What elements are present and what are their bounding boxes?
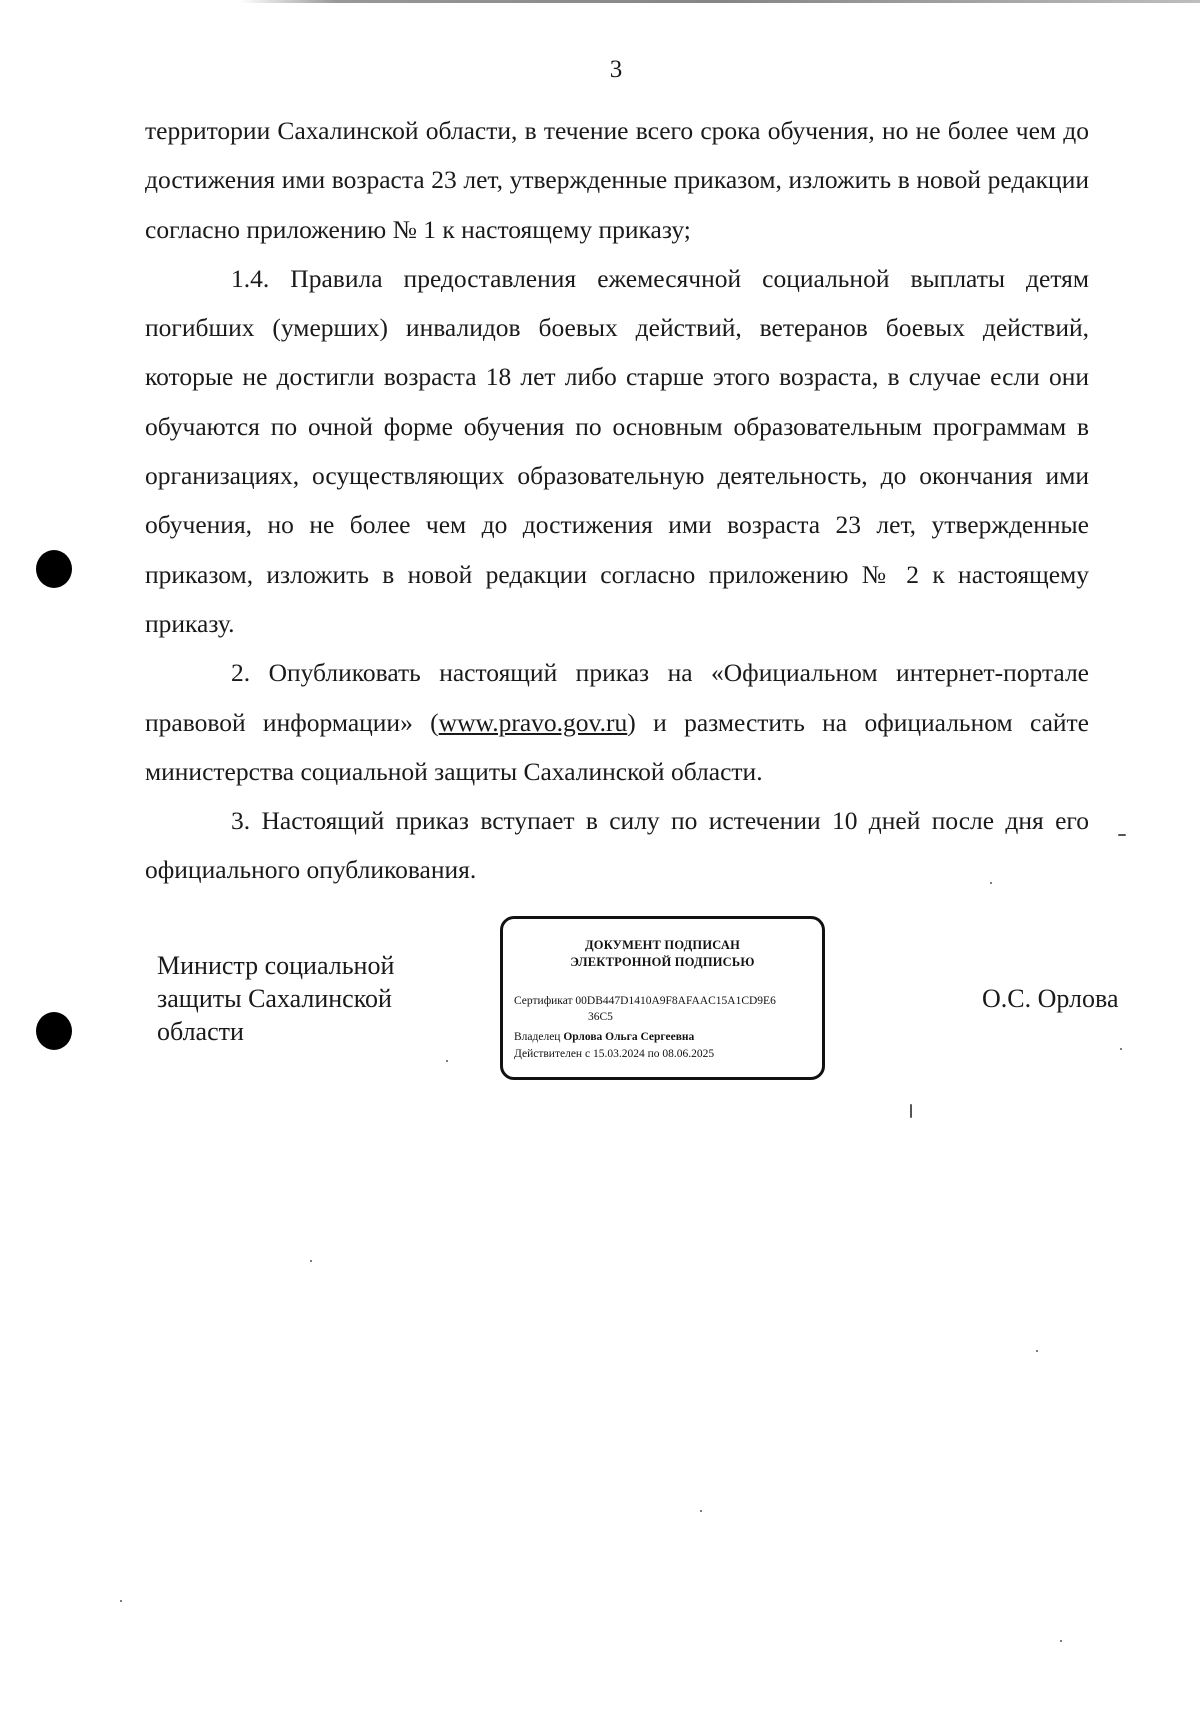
stamp-owner: [514, 1030, 694, 1045]
pravo-link[interactable]: www.pravo.gov.ru: [438, 707, 628, 737]
scan-speck: [1120, 1048, 1122, 1050]
stamp-certificate-label: Сертификат: [514, 995, 573, 1007]
scan-speck: [1060, 1640, 1062, 1642]
paragraph-item-1-4: 1.4. Правила предоставления ежемесячной социальной выплаты детям погибших (умерших) инвалидов боевых действий, ветеранов боевых действий, которые не достигли возраста 18 лет либо старше этого возраста, в случае если они обучаются по очной форме обучения по основным образовательным программам в организациях, осуществляющих образовательную деятельность, до окончания ими обучения, но не более чем до достижения ими возраста 23 лет, утвержденные приказом, изложить в новой редакции согласно приложению № 2 к настоящему приказу.: [145, 263, 1089, 638]
signer-position-line: защиты Сахалинской: [157, 984, 392, 1013]
scan-speck: [990, 882, 992, 884]
stamp-owner-value: Орлова Ольга Сергеевна: [563, 1031, 695, 1043]
top-scan-edge: [0, 0, 1200, 3]
stamp-owner-label: Владелец: [514, 1031, 561, 1043]
stamp-validity: Действителен с 15.03.2024 по 08.06.2025: [514, 1048, 715, 1060]
paragraph-item-2-text-end: ) и разместить на официальном сайте министерства социальной защиты Сахалинской области.: [145, 707, 1089, 786]
electronic-signature-stamp: [500, 916, 825, 1080]
paragraph-item-3: 3. Настоящий приказ вступает в силу по истечении 10 дней после дня его официального опубликования.: [145, 806, 1089, 885]
stamp-certificate-value: 00DB447D1410A9F8AFAAC15A1CD9E6: [575, 995, 776, 1007]
signer-position-line: Министр социальной: [157, 951, 395, 980]
scan-speck: [120, 1600, 122, 1602]
signer-name: О.С. Орлова: [982, 984, 1119, 1013]
scan-speck: [1036, 1350, 1038, 1352]
scan-speck: [910, 1104, 912, 1118]
paragraph-continuation: территории Сахалинской области, в течение всего срока обучения, но не более чем до достижения ими возраста 23 лет, утвержденные приказом, изложить в новой редакции согласно приложению № 1 к настоящему приказу;: [145, 116, 1089, 244]
signer-position: [157, 949, 447, 1048]
stamp-certificate-value-cont: 36C5: [588, 1011, 613, 1023]
page-number: 3: [609, 56, 623, 83]
scan-speck: [446, 1060, 448, 1062]
stamp-certificate: [514, 994, 776, 1009]
scan-speck: [1118, 834, 1126, 836]
stamp-heading-line: ДОКУМЕНТ ПОДПИСАН: [584, 938, 741, 952]
punch-hole-mark: [36, 1012, 72, 1050]
signer-position-line: области: [157, 1017, 244, 1046]
stamp-heading-line: ЭЛЕКТРОННОЙ ПОДПИСЬЮ: [570, 955, 755, 969]
document-body: [145, 106, 1089, 895]
stamp-heading: [503, 937, 822, 971]
paragraph-item-2: [145, 648, 1089, 796]
punch-hole-mark: [36, 550, 72, 588]
paragraph-item-2-text: 2. Опубликовать настоящий приказ на «Официальном интернет-портале правовой информации» (: [145, 658, 1089, 737]
scan-speck: [700, 1510, 702, 1512]
scan-speck: [310, 1260, 312, 1262]
